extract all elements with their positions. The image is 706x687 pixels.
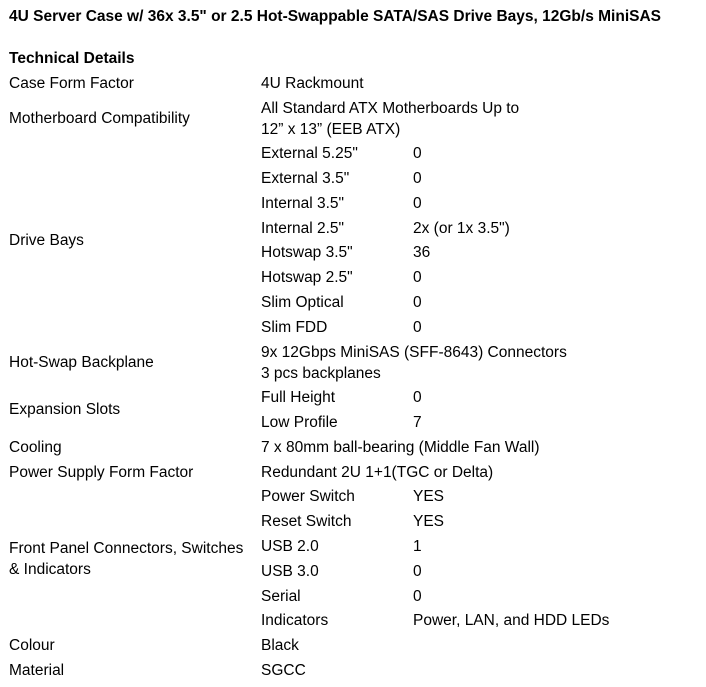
spec-value-motherboard-line1: All Standard ATX Motherboards Up to	[261, 100, 520, 117]
drive-bay-name: Internal 2.5"	[261, 220, 345, 237]
drive-bay-value: 0	[413, 145, 422, 162]
drive-bay-value: 0	[413, 294, 422, 311]
spec-value-material: SGCC	[261, 662, 306, 679]
spec-value-backplane-line1: 9x 12Gbps MiniSAS (SFF-8643) Connectors	[261, 344, 567, 361]
expansion-slot-name: Full Height	[261, 389, 336, 406]
spec-value-form-factor: 4U Rackmount	[261, 75, 364, 92]
front-panel-item-name: USB 2.0	[261, 538, 319, 555]
front-panel-item-name: USB 3.0	[261, 563, 319, 580]
spec-value-psu: Redundant 2U 1+1(TGC or Delta)	[261, 464, 494, 481]
drive-bay-name: Slim FDD	[261, 319, 328, 336]
spec-label-front-panel-line1: Front Panel Connectors, Switches	[9, 540, 244, 557]
front-panel-item-name: Power Switch	[261, 488, 355, 505]
drive-bay-value: 36	[413, 244, 431, 261]
expansion-slot-value: 7	[413, 414, 422, 431]
drive-bay-value: 0	[413, 319, 422, 336]
front-panel-item-name: Serial	[261, 588, 301, 605]
front-panel-item-name: Indicators	[261, 612, 329, 629]
front-panel-item-value: 0	[413, 588, 422, 605]
spec-value-backplane-line2: 3 pcs backplanes	[261, 365, 381, 382]
front-panel-item-value: YES	[413, 513, 445, 530]
spec-label-front-panel-line2: & Indicators	[9, 561, 91, 578]
spec-label-motherboard: Motherboard Compatibility	[9, 110, 190, 127]
spec-value-cooling: 7 x 80mm ball-bearing (Middle Fan Wall)	[261, 439, 540, 456]
drive-bay-name: Slim Optical	[261, 294, 344, 311]
spec-label-psu: Power Supply Form Factor	[9, 464, 194, 481]
drive-bay-value: 0	[413, 269, 422, 286]
drive-bay-name: External 5.25"	[261, 145, 358, 162]
spec-label-form-factor: Case Form Factor	[9, 75, 134, 92]
drive-bay-name: External 3.5"	[261, 170, 350, 187]
drive-bay-name: Hotswap 2.5"	[261, 269, 353, 286]
spec-label-backplane: Hot-Swap Backplane	[9, 354, 154, 371]
section-heading: Technical Details	[9, 50, 135, 67]
front-panel-item-name: Reset Switch	[261, 513, 352, 530]
spec-label-material: Material	[9, 662, 65, 679]
front-panel-item-value: YES	[413, 488, 445, 505]
front-panel-item-value: 0	[413, 563, 422, 580]
spec-label-drive-bays: Drive Bays	[9, 232, 84, 249]
spec-label-expansion: Expansion Slots	[9, 401, 121, 418]
spec-label-cooling: Cooling	[9, 439, 62, 456]
spec-label-colour: Colour	[9, 637, 55, 654]
expansion-slot-name: Low Profile	[261, 414, 338, 431]
drive-bay-value: 0	[413, 170, 422, 187]
drive-bay-value: 0	[413, 195, 422, 212]
spec-value-motherboard-line2: 12” x 13” (EEB ATX)	[261, 121, 401, 138]
front-panel-item-value: Power, LAN, and HDD LEDs	[413, 612, 610, 629]
expansion-slot-value: 0	[413, 389, 422, 406]
front-panel-item-value: 1	[413, 538, 422, 555]
drive-bay-value: 2x (or 1x 3.5")	[413, 220, 510, 237]
page-title: 4U Server Case w/ 36x 3.5" or 2.5 Hot-Swappable SATA/SAS Drive Bays, 12Gb/s MiniSAS	[9, 8, 661, 25]
spec-value-colour: Black	[261, 637, 299, 654]
drive-bay-name: Hotswap 3.5"	[261, 244, 353, 261]
drive-bay-name: Internal 3.5"	[261, 195, 345, 212]
